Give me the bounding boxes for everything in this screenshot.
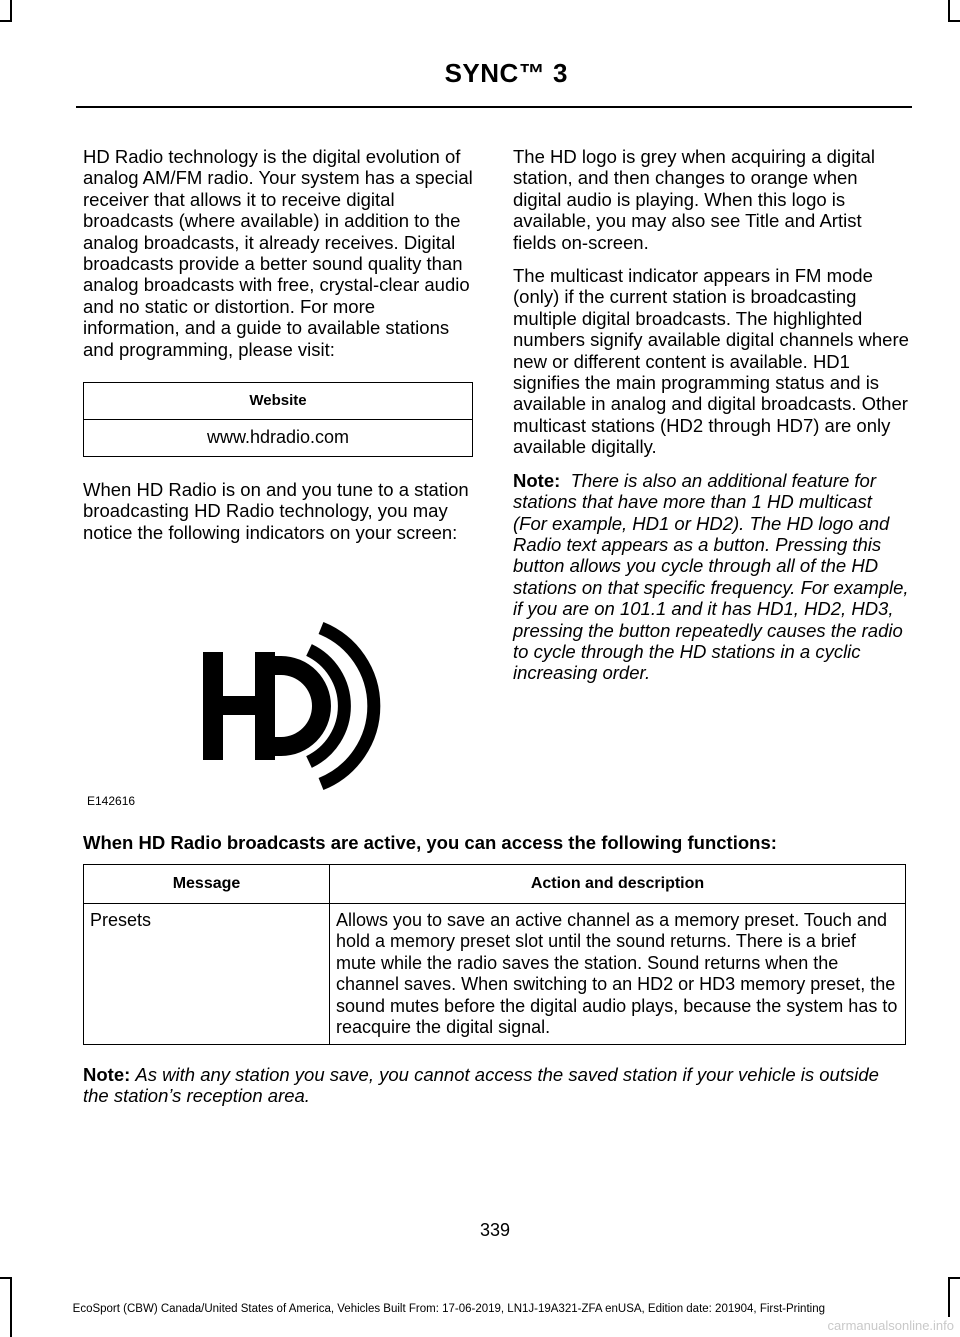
crop-mark bbox=[0, 20, 12, 22]
left-column bbox=[83, 146, 475, 555]
hd-logo-paragraph: The HD logo is grey when acquiring a digital station, and then changes to orange when digital audio is playing. When this logo is available, you may also see Title and Artist fields on-screen. bbox=[513, 146, 875, 253]
website-table-header: Website bbox=[84, 383, 473, 420]
header-divider bbox=[76, 106, 912, 108]
crop-mark bbox=[948, 1277, 960, 1279]
message-cell: Presets bbox=[84, 904, 330, 1045]
column-header-action: Action and description bbox=[330, 865, 906, 904]
multicast-paragraph: The multicast indicator appears in FM mode (only) if the current station is broadcasting multiple digital broadcasts. The highlighted numbers signify available digital channels where new or different content is available. HD1 signifies the main programming status and is available in analog and digital broadcasts. Other multicast stations (HD2 through HD7) are only available digitally. bbox=[513, 265, 909, 458]
intro-paragraph: HD Radio technology is the digital evolution of analog AM/FM radio. Your system has a special receiver that allows it to receive digital broadcasts (where available) in addition to the analog broadcasts, it already receives. Digital broadcasts provide a better sound quality than analog broadcasts with free, crystal-clear audio and no static or distortion. For more information, and a guide to available stations and programming, please visit: bbox=[83, 146, 473, 360]
image-code: E142616 bbox=[87, 794, 136, 808]
crop-mark bbox=[948, 1277, 950, 1317]
website-link[interactable]: www.hdradio.com bbox=[84, 420, 473, 457]
right-column bbox=[513, 146, 909, 696]
hd-radio-logo-icon bbox=[87, 612, 477, 808]
watermark: carmanualsonline.info bbox=[827, 1318, 954, 1333]
hd-radio-logo-figure bbox=[87, 612, 477, 808]
multicast-note bbox=[513, 470, 909, 684]
footer-text: EcoSport (CBW) Canada/United States of America, Vehicles Built From: 17-06-2019, LN1J-19A321-ZFA enUSA, Edition date: 201904, First-Printing bbox=[72, 1303, 825, 1315]
note-label: Note: bbox=[513, 469, 561, 491]
column-header-message: Message bbox=[84, 865, 330, 904]
bottom-note bbox=[83, 1064, 903, 1107]
note-label: Note: bbox=[83, 1064, 131, 1085]
functions-heading: When HD Radio broadcasts are active, you can access the following functions: bbox=[83, 832, 777, 853]
functions-table bbox=[83, 864, 906, 1045]
crop-mark bbox=[0, 1277, 12, 1279]
note-text: As with any station you save, you cannot access the saved station if your vehicle is outside the station’s reception area. bbox=[83, 1064, 879, 1107]
crop-mark bbox=[948, 0, 950, 20]
table-row bbox=[84, 904, 906, 1045]
website-table bbox=[83, 382, 473, 457]
description-cell: Allows you to save an active channel as a memory preset. Touch and hold a memory preset slot until the sound returns. There is a brief mute while the radio saves the station. Sound returns when the channel saves. When switching to an HD2 or HD3 memory preset, the sound mutes before the digital audio plays, because the system has to reacquire the digital signal. bbox=[330, 904, 906, 1045]
crop-mark bbox=[10, 0, 12, 20]
page-number: 339 bbox=[479, 1220, 511, 1240]
indicator-paragraph: When HD Radio is on and you tune to a station broadcasting HD Radio technology, you may notice the following indicators on your screen: bbox=[83, 479, 469, 543]
note-text: There is also an additional feature for stations that have more than 1 HD multicast (For example, HD1 or HD2). The HD logo and Radio text appears as a button. Pressing this button allows you cycle through all of the HD stations on that specific frequency. For example, if you are on 101.1 and it has HD1, HD2, HD3, pressing the button repeatedly causes the radio to cycle through the HD stations in a cyclic increasing order. bbox=[513, 469, 909, 684]
page-title: SYNC™ 3 bbox=[444, 58, 568, 88]
crop-mark bbox=[948, 20, 960, 22]
